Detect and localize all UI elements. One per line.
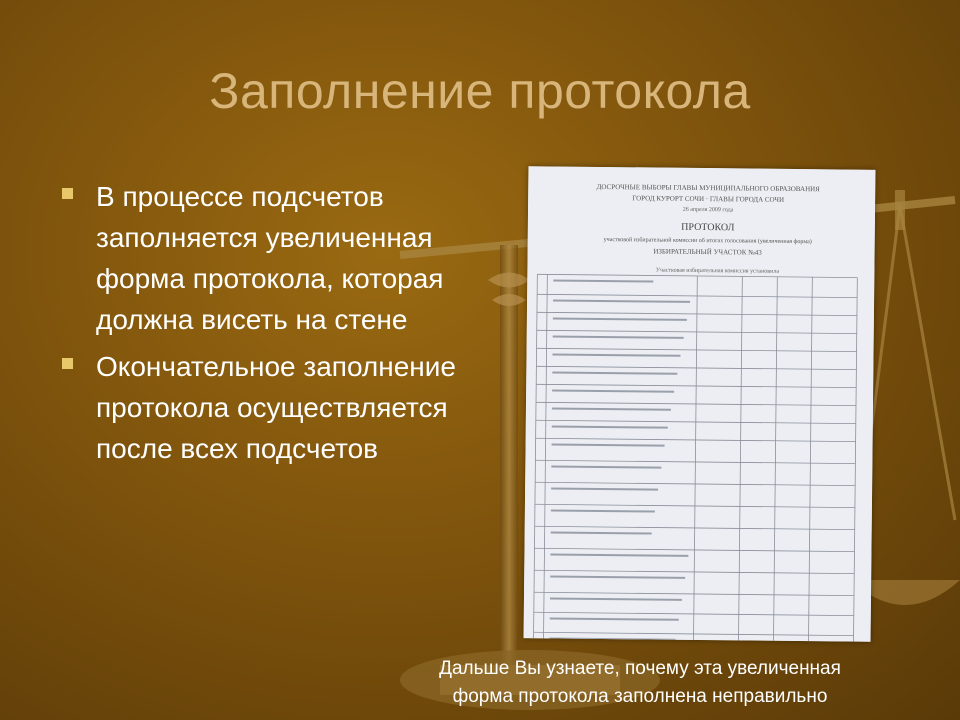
form-table-header: Участковая избирательная комиссия установила: [655, 267, 780, 275]
form-heading-2: ГОРОД КУРОРТ СОЧИ · ГЛАВЫ ГОРОДА СОЧИ: [632, 194, 785, 204]
form-precinct: ИЗБИРАТЕЛЬНЫЙ УЧАСТОК №43: [653, 247, 762, 257]
caption: [370, 655, 910, 711]
bullet-marker-icon: [62, 358, 73, 369]
protocol-photo: [524, 166, 876, 642]
bullet-text: В процессе подсчетов заполняется увеличенная форма протокола, которая должна висеть на стене: [96, 181, 444, 335]
form-title: ПРОТОКОЛ: [681, 221, 735, 234]
bullet-item: [58, 346, 468, 469]
protocol-form-image: [524, 166, 876, 642]
form-heading-1: ДОСРОЧНЫЕ ВЫБОРЫ ГЛАВЫ МУНИЦИПАЛЬНОГО ОБРАЗОВАНИЯ: [596, 182, 820, 194]
form-date: 26 апреля 2009 года: [682, 206, 734, 214]
slide-title: Заполнение протокола: [209, 63, 751, 119]
bullet-item: [58, 176, 468, 340]
bullet-text: Окончательное заполнение протокола осуществляется после всех подсчетов: [96, 351, 456, 464]
bullet-marker-icon: [62, 188, 73, 199]
caption-line-1: Дальше Вы узнаете, почему эта увеличенная: [439, 658, 841, 679]
form-subtitle: участковой избирательной комиссии об итогах голосования (увеличенная форма): [603, 236, 812, 246]
bullet-list: [58, 176, 468, 475]
caption-line-2: форма протокола заполнена неправильно: [452, 686, 828, 707]
